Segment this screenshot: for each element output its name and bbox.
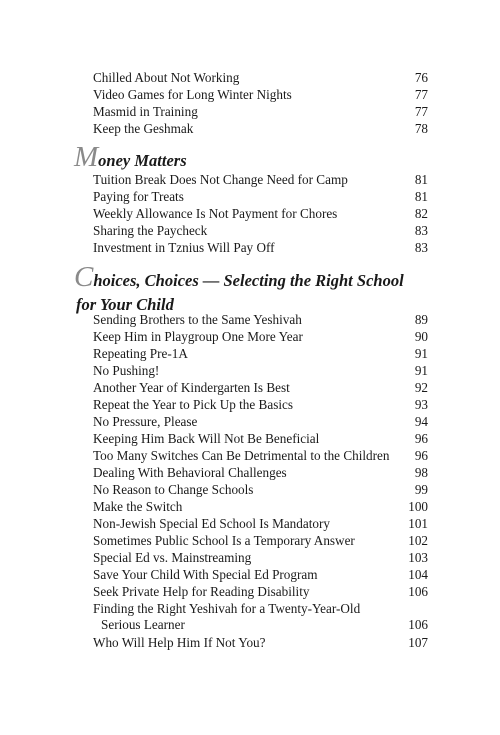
section-heading-choices (74, 261, 434, 316)
toc-entry-page: 83 (414, 223, 428, 238)
section-initial: M (74, 141, 99, 173)
toc-entry-page: 91 (414, 346, 428, 361)
toc-entry (93, 397, 428, 413)
toc-entry-page: 89 (414, 312, 428, 327)
toc-entry-title: Dealing With Behavioral Challenges (93, 465, 287, 480)
toc-entry (93, 516, 428, 532)
toc-entry (93, 87, 428, 103)
toc-entry (93, 223, 428, 239)
toc-entry-title: Masmid in Training (93, 104, 198, 119)
toc-entry-page: 90 (414, 329, 428, 344)
toc-entry-page: 101 (408, 516, 428, 531)
toc-entry (93, 380, 428, 396)
toc-entry-title: Weekly Allowance Is Not Payment for Chores (93, 206, 338, 221)
toc-entry (93, 499, 428, 515)
toc-entry-page: 81 (414, 172, 428, 187)
section-title: hoices, Choices — Selecting the Right School (93, 271, 404, 290)
toc-entry-title: Seek Private Help for Reading Disability (93, 584, 310, 599)
section-title-line2: for Your Child (76, 295, 174, 314)
toc-entry (93, 482, 428, 498)
toc-entry-title: Keep the Geshmak (93, 121, 194, 136)
toc-entry-page: 83 (414, 240, 428, 255)
toc-entry-page: 91 (414, 363, 428, 378)
toc-entry-title: Sharing the Paycheck (93, 223, 208, 238)
toc-entry-page: 106 (408, 584, 428, 599)
toc-entry-page: 98 (414, 465, 428, 480)
toc-entry (93, 312, 428, 328)
toc-entry (93, 104, 428, 120)
toc-entry (93, 172, 428, 188)
toc-entry-page: 96 (414, 431, 428, 446)
toc-entry-title: Non-Jewish Special Ed School Is Mandatory (93, 516, 330, 531)
toc-entry (93, 346, 428, 362)
toc-entry (93, 329, 428, 345)
toc-entry-title: Video Games for Long Winter Nights (93, 87, 292, 102)
toc-entry-page: 81 (414, 189, 428, 204)
toc-entry-title: No Reason to Change Schools (93, 482, 254, 497)
toc-entry (93, 189, 428, 205)
toc-entry (93, 240, 428, 256)
toc-entry-title: Sending Brothers to the Same Yeshivah (93, 312, 302, 327)
toc-entry (93, 567, 428, 583)
toc-entry-page: 94 (414, 414, 428, 429)
section-heading-money-matters (74, 141, 434, 173)
toc-entry-title: Investment in Tznius Will Pay Off (93, 240, 275, 255)
toc-entry (93, 584, 428, 600)
toc-entry (93, 431, 428, 447)
toc-entry-title: No Pressure, Please (93, 414, 198, 429)
toc-entry-title: Too Many Switches Can Be Detrimental to the Children (93, 448, 390, 463)
toc-entry (93, 414, 428, 430)
toc-entry-page: 100 (408, 499, 428, 514)
toc-entry-title: Paying for Treats (93, 189, 184, 204)
toc-entry-title: Tuition Break Does Not Change Need for Camp (93, 172, 348, 187)
toc-entry-page: 107 (408, 635, 428, 650)
toc-entry-page: 102 (408, 533, 428, 548)
toc-entry-title: Sometimes Public School Is a Temporary Answer (93, 533, 355, 548)
toc-entry-title: Repeat the Year to Pick Up the Basics (93, 397, 293, 412)
toc-entry-title (93, 601, 413, 633)
toc-entry-page: 82 (414, 206, 428, 221)
toc-entry-page: 96 (414, 448, 428, 463)
toc-entry (93, 363, 428, 379)
toc-entry-title: Save Your Child With Special Ed Program (93, 567, 318, 582)
toc-entry-page: 92 (414, 380, 428, 395)
toc-entry (93, 121, 428, 137)
toc-entry-title: Another Year of Kindergarten Is Best (93, 380, 290, 395)
toc-entry (93, 70, 428, 86)
toc-entry-title: Make the Switch (93, 499, 183, 514)
toc-entry-page: 106 (408, 617, 428, 632)
toc-entry (93, 550, 428, 566)
toc-entry-page: 104 (408, 567, 428, 582)
toc-entry (93, 635, 428, 651)
toc-entry-page: 77 (414, 87, 428, 102)
toc-entry-page: 78 (414, 121, 428, 136)
toc-entry-title: Repeating Pre-1A (93, 346, 188, 361)
toc-entry-page: 103 (408, 550, 428, 565)
toc-entry-title: Chilled About Not Working (93, 70, 240, 85)
toc-entry-page: 99 (414, 482, 428, 497)
toc-entry-title: Keeping Him Back Will Not Be Beneficial (93, 431, 320, 446)
toc-entry-title-line1: Finding the Right Yeshivah for a Twenty-Year-Old (93, 601, 361, 616)
toc-entry (93, 465, 428, 481)
toc-entry-title: Who Will Help Him If Not You? (93, 635, 266, 650)
toc-entry-title: No Pushing! (93, 363, 160, 378)
toc-entry-page: 93 (414, 397, 428, 412)
toc-entry (93, 206, 428, 222)
toc-entry-title: Special Ed vs. Mainstreaming (93, 550, 252, 565)
section-initial: C (74, 261, 94, 293)
toc-entry (93, 448, 428, 464)
toc-entry-page: 76 (414, 70, 428, 85)
toc-entry-title-line2: Serious Learner (101, 617, 185, 632)
section-title: oney Matters (98, 151, 187, 170)
toc-entry-title: Keep Him in Playgroup One More Year (93, 329, 303, 344)
toc-entry-page: 77 (414, 104, 428, 119)
toc-entry (93, 601, 428, 633)
toc-entry (93, 533, 428, 549)
